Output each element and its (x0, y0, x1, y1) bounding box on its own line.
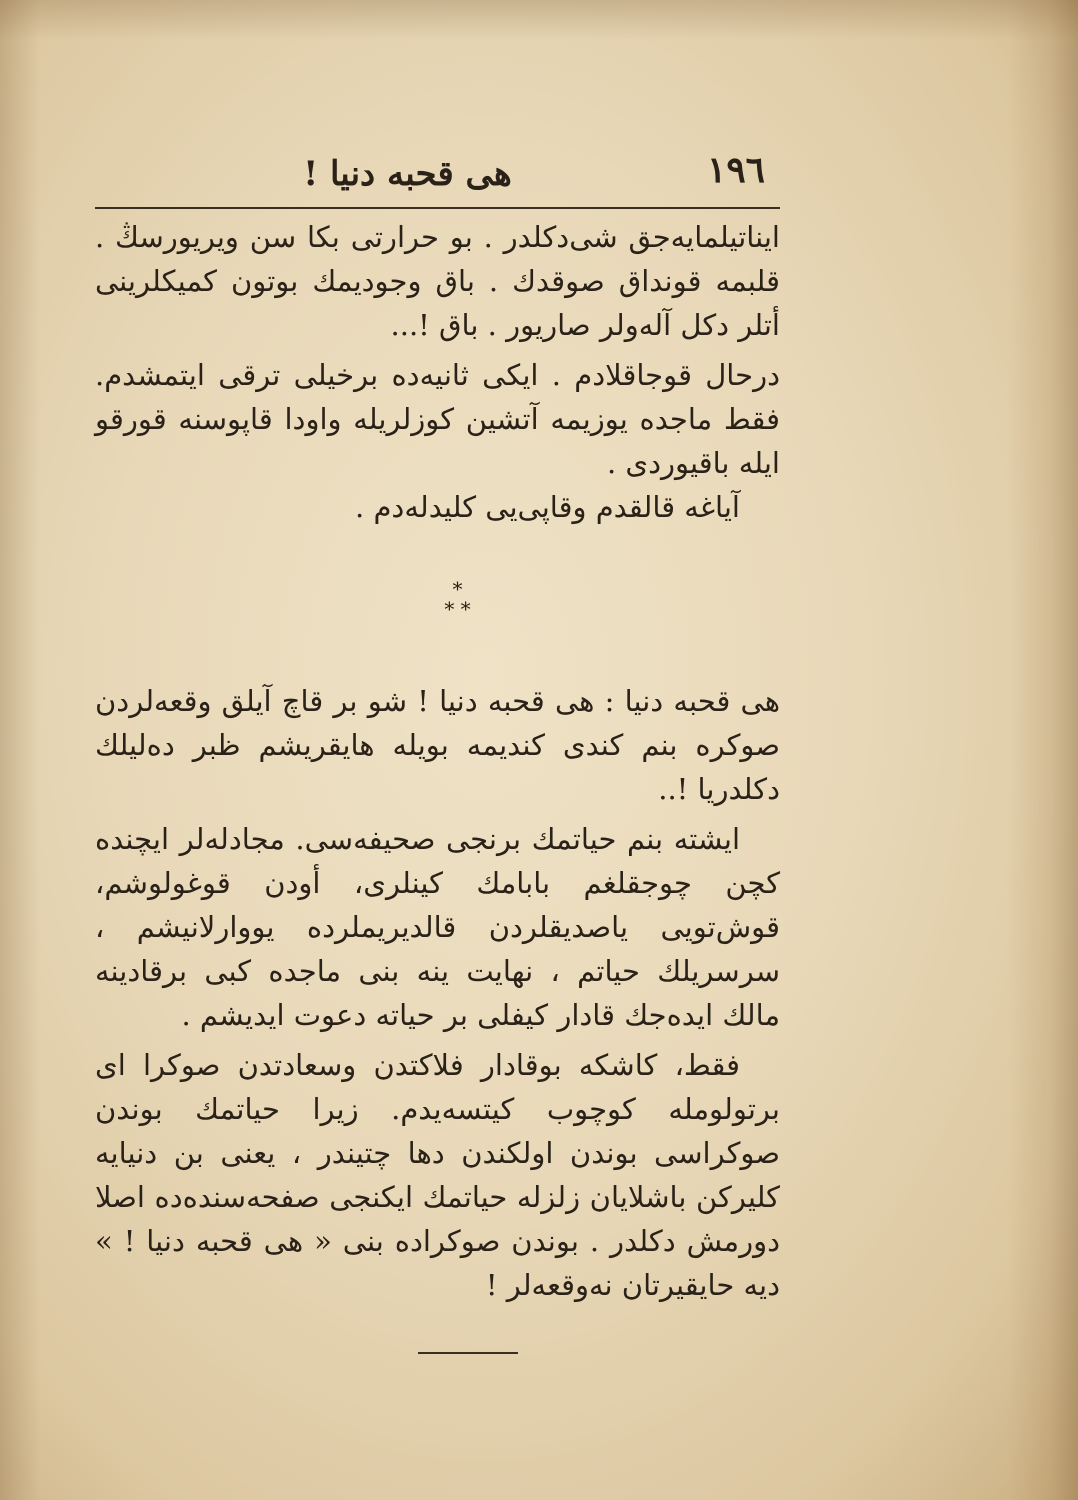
page-shadow-top (0, 0, 1078, 40)
paragraph: ایشته بنم حیاتمك برنجی صحیفه‌سی. مجادله‌لر ایچنده کچن چوجقلغم بابامك کینلری، أودن قوغولوشم، قوش‌تویی یاصدیقلردن قالدیریملرده یووارلانیشم ، سرسریلك حیاتم ، نهایت ینه بنی ماجده کبی برقادینه مالك ایده‌جك قادار کیفلی بر حیاته دعوت ایدیشم . (95, 822, 780, 1032)
paragraph: درحال قوجاقلادم . ایکی ثانیه‌ده برخیلی ترقی ایتمشدم. فقط ماجده یوزیمه آتشین کوزلریله واودا قاپوسنه قورقو ایله باقیوردی . (95, 358, 780, 480)
page-number: ١٩٦ (706, 149, 765, 191)
page-shadow-left (0, 0, 40, 1500)
paragraph: آیاغه قالقدم وقاپی‌یی کلیدله‌دم . (355, 490, 740, 524)
paragraph: هی قحبه دنیا : هی قحبه دنیا ! شو بر قاچ آیلق وقعه‌لردن صوکره بنم کندی کندیمه بویله هایقریشم ظبر ده‌لیلك دکلدریا !.. (95, 684, 780, 806)
paragraph: ایناتیلمایه‌جق شی‌دکلدر . بو حرارتی بکا سن ویریورسڭ . قلبمه قونداق صوقدك . باق وجودیمك بوتون کمیکلرینی أتلر دکل آله‌ولر صاریور . باق !... (95, 220, 780, 342)
text-block (95, 145, 780, 1354)
separator-star-bottom: * * (444, 597, 471, 621)
running-title: هی قحبه دنیا ! (303, 154, 512, 194)
paragraph: فقط، کاشکه بوقادار فلاکتدن وسعادتدن صوکرا ای برتولومله کوچوب کیتسه‌یدم. زیرا حیاتمك بوندن صوکراسی بوندن اولکندن دها چتیندر ، یعنی بن دنیایه کلیرکن باشلایان زلزله حیاتمك ایکنجی صفحه‌سنده‌ده اصلا دورمش دکلدر . بوندن صوکراده بنی « هی قحبه دنیا ! » دیه حایقیرتان نه‌وقعه‌لر ! (95, 1048, 780, 1302)
page-shadow-right (1008, 0, 1078, 1500)
page-header (95, 145, 780, 203)
section-separator (95, 579, 780, 619)
header-rule (95, 207, 780, 209)
end-rule (418, 1352, 518, 1354)
separator-star-top: * (452, 577, 463, 601)
